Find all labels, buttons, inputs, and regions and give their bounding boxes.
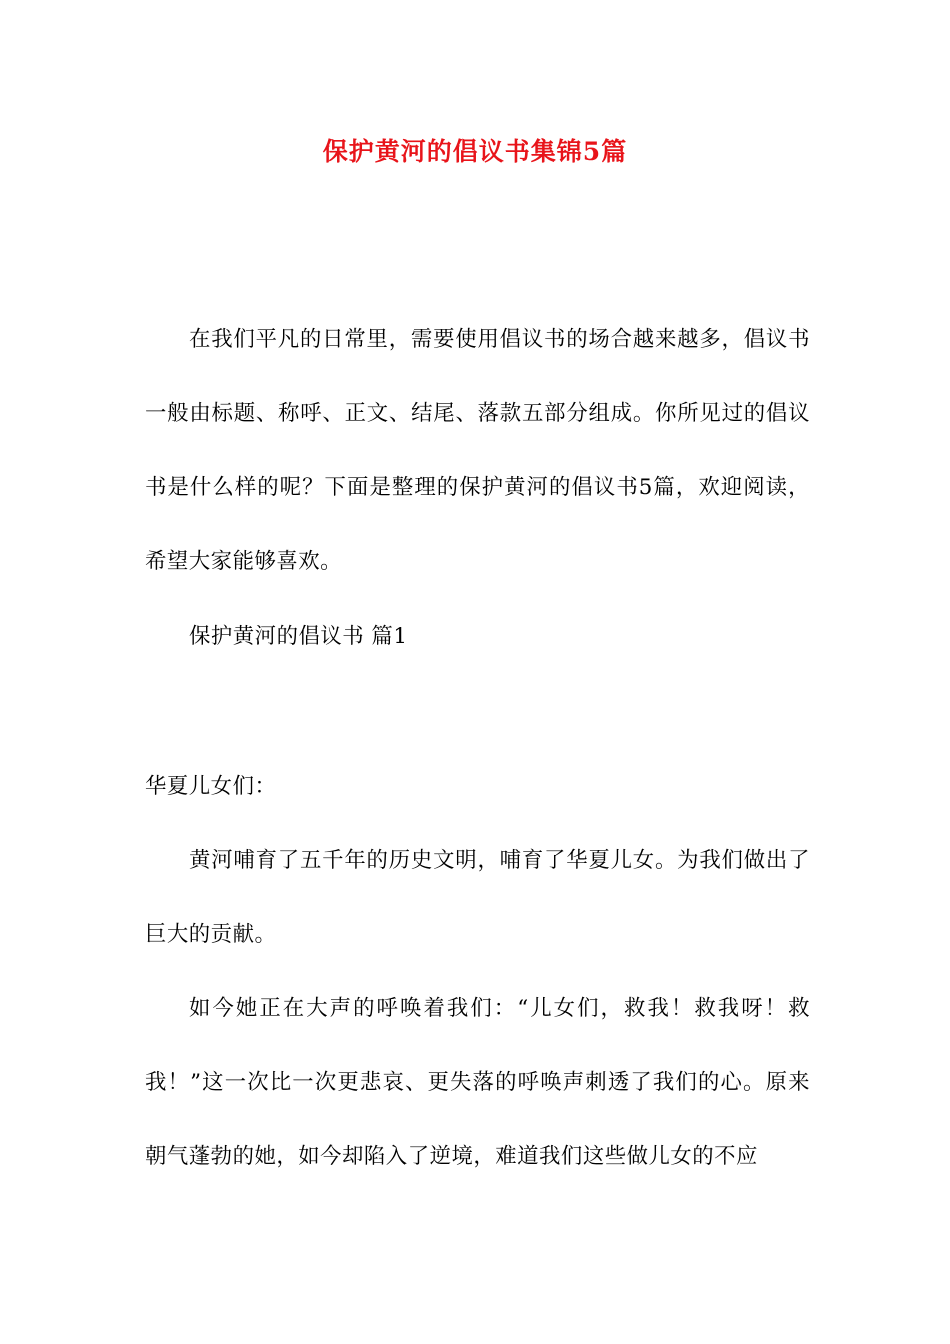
body-paragraph-2: 如今她正在大声的呼唤着我们：“儿女们，救我！救我呀！救我！”这一次比一次更悲哀、更失落的呼唤声刺透了我们的心。原来朝气蓬勃的她，如今却陷入了逆境，难道我们这些做儿女的不应 xyxy=(145,996,810,1169)
section-heading: 保护黄河的倡议书 篇1 xyxy=(189,624,408,649)
document-title: 保护黄河的倡议书集锦5篇 xyxy=(322,137,628,166)
intro-paragraph: 在我们平凡的日常里，需要使用倡议书的场合越来越多，倡议书一般由标题、称呼、正文、结尾、落款五部分组成。你所见过的倡议书是什么样的呢？下面是整理的保护黄河的倡议书5篇，欢迎阅读，希望大家能够喜欢。 xyxy=(145,327,810,574)
salutation: 华夏儿女们： xyxy=(145,774,277,799)
body-paragraph-1: 黄河哺育了五千年的历史文明，哺育了华夏儿女。为我们做出了巨大的贡献。 xyxy=(145,848,810,947)
